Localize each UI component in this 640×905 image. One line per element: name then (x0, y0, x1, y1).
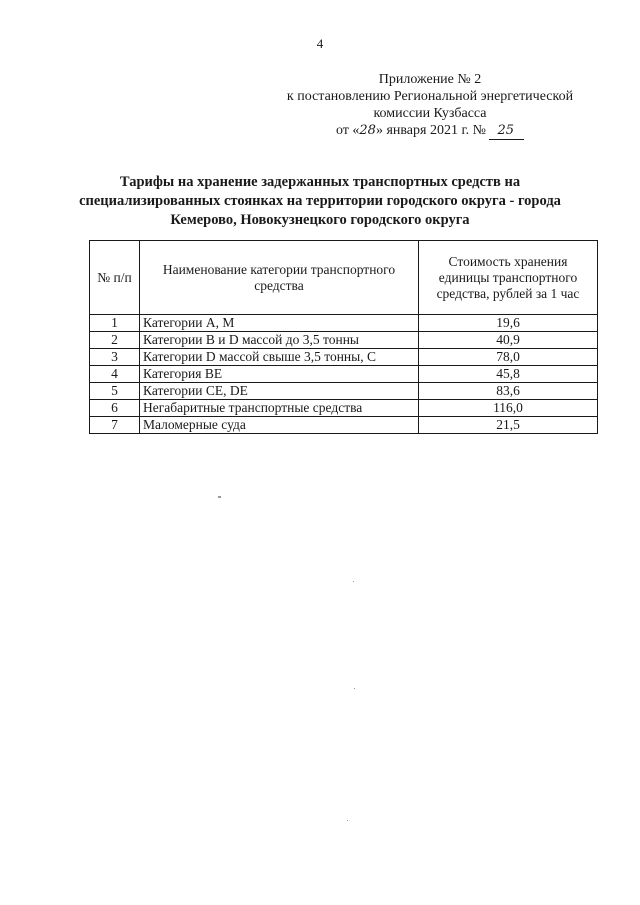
table-header-row (90, 241, 598, 315)
row-name: Категория ВЕ (140, 366, 419, 383)
row-num: 2 (90, 332, 140, 349)
row-price: 45,8 (419, 366, 598, 383)
row-price: 21,5 (419, 417, 598, 434)
row-num: 7 (90, 417, 140, 434)
row-name: Категории В и D массой до 3,5 тонны (140, 332, 419, 349)
appendix-date-line (260, 122, 600, 140)
header-name: Наименование категории транспортного средства (140, 241, 419, 315)
table-row (90, 349, 598, 366)
appendix-title: Приложение № 2 (378, 72, 482, 87)
row-price: 78,0 (419, 349, 598, 366)
table-row (90, 366, 598, 383)
table-row (90, 383, 598, 400)
table-row (90, 417, 598, 434)
tariff-table (89, 240, 598, 434)
scan-speck (218, 496, 221, 498)
row-num: 4 (90, 366, 140, 383)
row-num: 6 (90, 400, 140, 417)
scan-speck (347, 820, 348, 821)
scan-speck (354, 688, 355, 689)
row-name: Категории А, М (140, 315, 419, 332)
handwritten-number: 25 (489, 122, 524, 140)
appendix-commission: комиссии Кузбасса (373, 106, 487, 121)
row-name: Категории СЕ, DE (140, 383, 419, 400)
page-number: 4 (316, 36, 324, 51)
row-num: 3 (90, 349, 140, 366)
appendix-block (260, 71, 600, 140)
header-price: Стоимость хранения единицы транспортного средства, рублей за 1 час (419, 241, 598, 315)
appendix-resolution: к постановлению Региональной энергетической (286, 89, 574, 104)
scan-speck (353, 581, 354, 582)
table-row (90, 332, 598, 349)
row-num: 5 (90, 383, 140, 400)
row-price: 40,9 (419, 332, 598, 349)
table-row (90, 400, 598, 417)
date-prefix: от « (335, 123, 360, 138)
handwritten-day: 28 (359, 123, 376, 138)
row-price: 116,0 (419, 400, 598, 417)
row-price: 83,6 (419, 383, 598, 400)
header-num: № п/п (90, 241, 140, 315)
row-num: 1 (90, 315, 140, 332)
row-name: Негабаритные транспортные средства (140, 400, 419, 417)
date-suffix: » января 2021 г. № (375, 123, 486, 138)
row-price: 19,6 (419, 315, 598, 332)
row-name: Маломерные суда (140, 417, 419, 434)
row-name: Категории D массой свыше 3,5 тонны, С (140, 349, 419, 366)
table-row (90, 315, 598, 332)
document-title: Тарифы на хранение задержанных транспортных средств на специализированных стоянках на территории городского округа - города Кемерово, Новокузнецкого городского округа (79, 174, 561, 228)
